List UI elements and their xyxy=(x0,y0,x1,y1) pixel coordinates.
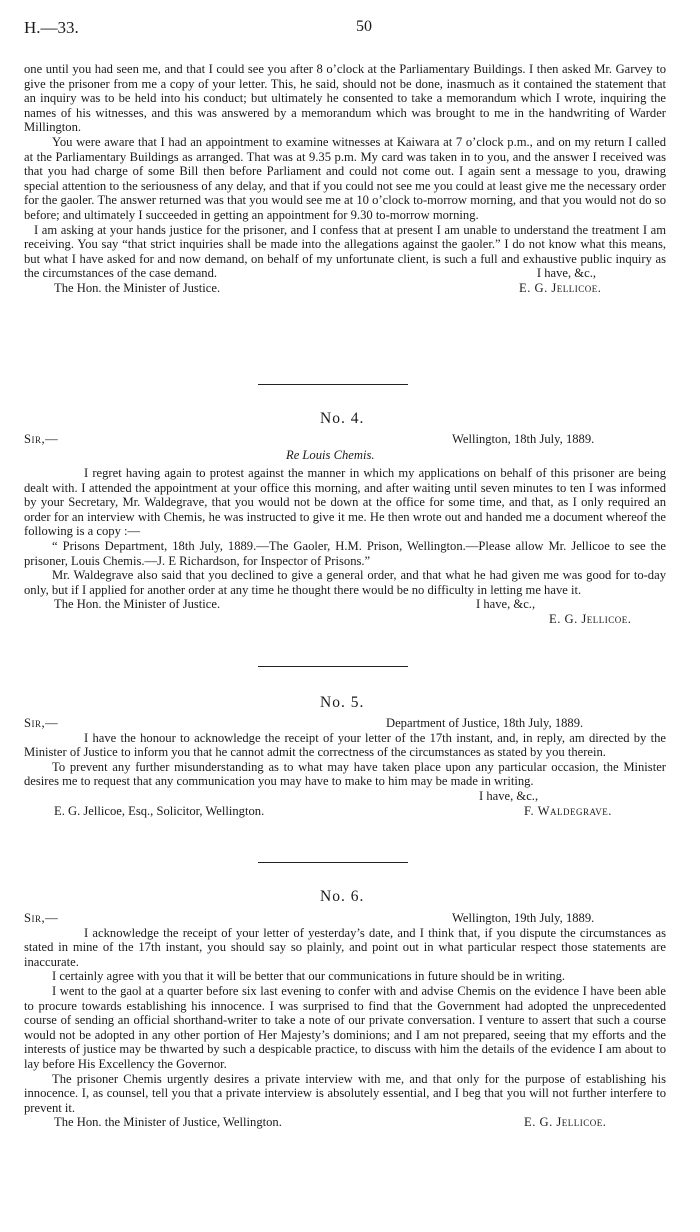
paragraph: I am asking at your hands justice for the prisoner, and I confess that at present I am unable to understand the treatment I am receiving. You say “that strict inquiries shall be made into the allegations against the gaoler.” I do not know what this means, but what I have asked for and now demand, on behalf of my unfortunate client, is such a full and exhaustive public inquiry as the circumstances of the case demand. I have, &c., xyxy=(24,222,666,281)
paragraph: You were aware that I had an appointment to examine witnesses at Kaiwara at 7 o’clock p.m., and on my return I called at the Parliamentary Buildings as arranged. That was at 9.35 p.m. My card was taken in to you, and the answer I received was that you had charge of some Bill then before Parliament and could not come out. I again sent a message to you, drawing special attention to the seriousness of any delay, and that if you could not see me you could at least give me the necessary order for the gaoler. The answer returned was that you would see me at 10 o’clock to-morrow morning, and that you would not do so before; and ultimately I succeeded in getting an appointment for 9.30 to-morrow morning. xyxy=(24,134,666,222)
letter-4-heading: No. 4. xyxy=(320,410,365,427)
page-number: 50 xyxy=(356,18,372,35)
letter-6-body xyxy=(24,911,666,1130)
addressee: The Hon. the Minister of Justice. xyxy=(54,597,221,612)
place-date: Wellington, 19th July, 1889. xyxy=(452,911,595,925)
paragraph: I acknowledge the receipt of your letter of yesterday’s date, and I think that, if you dispute the circumstances as stated in mine of the 17th instant, you should say so plainly, and point out in what particular respect those statements are inaccurate. xyxy=(24,925,666,969)
letter-5-heading: No. 5. xyxy=(320,694,365,711)
paragraph: I went to the gaol at a quarter before six last evening to confer with and advise Chemis on the evidence I have been able to procure towards establishing his innocence. I was surprised to find that the Government had adopted the unprecedented course of sending an official shorthand-writer to take a note of our private conversation. I venture to assert that such a course would not be adopted in any other portion of Her Majesty’s dominions; and I am not prepared, seeing that my efforts and the interests of justice may be thwarted by such a despicable practice, to discuss with him the details of the evidence I am about to lay before His Excellency the Governor. xyxy=(24,983,666,1071)
salutation: Sir,— xyxy=(24,432,59,446)
section-divider xyxy=(258,666,408,667)
paragraph: one until you had seen me, and that I could see you after 8 o’clock at the Parliamentary Buildings. I then asked Mr. Garvey to give the prisoner from me a copy of your letter. This, he said, should not be done, inasmuch as it contained the statement that an inquiry was to be held into his conduct; but ultimately he consented to take a memorandum which I wrote, inquiring the names of his witnesses, and this was answered by a memorandum which was brought to me in the handwriting of Warder Millington. xyxy=(24,62,666,135)
letter-6-heading: No. 6. xyxy=(320,888,365,905)
paragraph: “ Prisons Department, 18th July, 1889.—The Gaoler, H.M. Prison, Wellington.—Please allow Mr. Jellicoe to see the prisoner, Louis Chemis.—J. E Richardson, for Inspector of Prisons.” xyxy=(24,538,666,568)
place-date: Wellington, 18th July, 1889. xyxy=(452,432,595,446)
salutation: Sir,— xyxy=(24,716,59,730)
paragraph: To prevent any further misunderstanding as to what may have taken place upon any particular occasion, the Minister desires me to request that any communication you may have to make to him may be made in writing. xyxy=(24,759,666,789)
signature: E. G. Jellicoe. xyxy=(549,611,632,626)
paragraph: Mr. Waldegrave also said that you declined to give a general order, and that what he had given me was good for to-day only, but if I applied for another order at any time he thought there would be no difficulty in letting me have it. xyxy=(24,568,666,597)
page-header xyxy=(24,18,660,40)
paragraph: I regret having again to protest against the manner in which my applications on behalf of this prisoner are being dealt with. I attended the appointment at your office this morning, and after waiting until seven minutes to ten I was informed by your Secretary, Mr. Waldegrave, that you would not be down at the office for some time, and that, as I only required an order for an interview with Chemis, he was instructed to give it me. He then wrote out and handed me a document whereof the following is a copy :— xyxy=(24,466,666,539)
paragraph: I certainly agree with you that it will be better that our communications in future should be in writing. xyxy=(52,969,566,984)
letter-3-continuation xyxy=(24,62,666,296)
paragraph: I have the honour to acknowledge the receipt of your letter of the 17th instant, and, in reply, am directed by the Minister of Justice to inform you that he cannot admit the correctness of the circumstances as stated by you therein. xyxy=(24,730,666,760)
place-date: Department of Justice, 18th July, 1889. xyxy=(386,716,584,730)
addressee: E. G. Jellicoe, Esq., Solicitor, Wellington. xyxy=(54,803,265,818)
closing: I have, &c., xyxy=(536,266,596,281)
closing: I have, &c., xyxy=(476,597,536,612)
salutation: Sir,— xyxy=(24,911,59,925)
addressee: The Hon. the Minister of Justice, Wellington. xyxy=(54,1115,282,1130)
letter-5-body xyxy=(24,716,666,818)
parliamentary-paper-ref: H.—33. xyxy=(24,18,79,37)
addressee: The Hon. the Minister of Justice. xyxy=(54,280,221,295)
letter-4-body xyxy=(24,466,666,627)
re-line: Re Louis Chemis. xyxy=(286,448,375,462)
letter-4-salutation-row xyxy=(24,432,666,447)
closing: I have, &c., xyxy=(479,788,539,803)
signature: E. G. Jellicoe. xyxy=(519,280,602,295)
signature: F. Waldegrave. xyxy=(524,803,612,818)
paragraph: The prisoner Chemis urgently desires a private interview with me, and that only for the purpose of establishing his innocence. I, as counsel, tell you that a private interview is absolutely essential, and I beg that you will not further interfere to prevent it. xyxy=(24,1071,666,1115)
signature: E. G. Jellicoe. xyxy=(524,1115,607,1130)
section-divider xyxy=(258,862,408,863)
section-divider xyxy=(258,384,408,385)
